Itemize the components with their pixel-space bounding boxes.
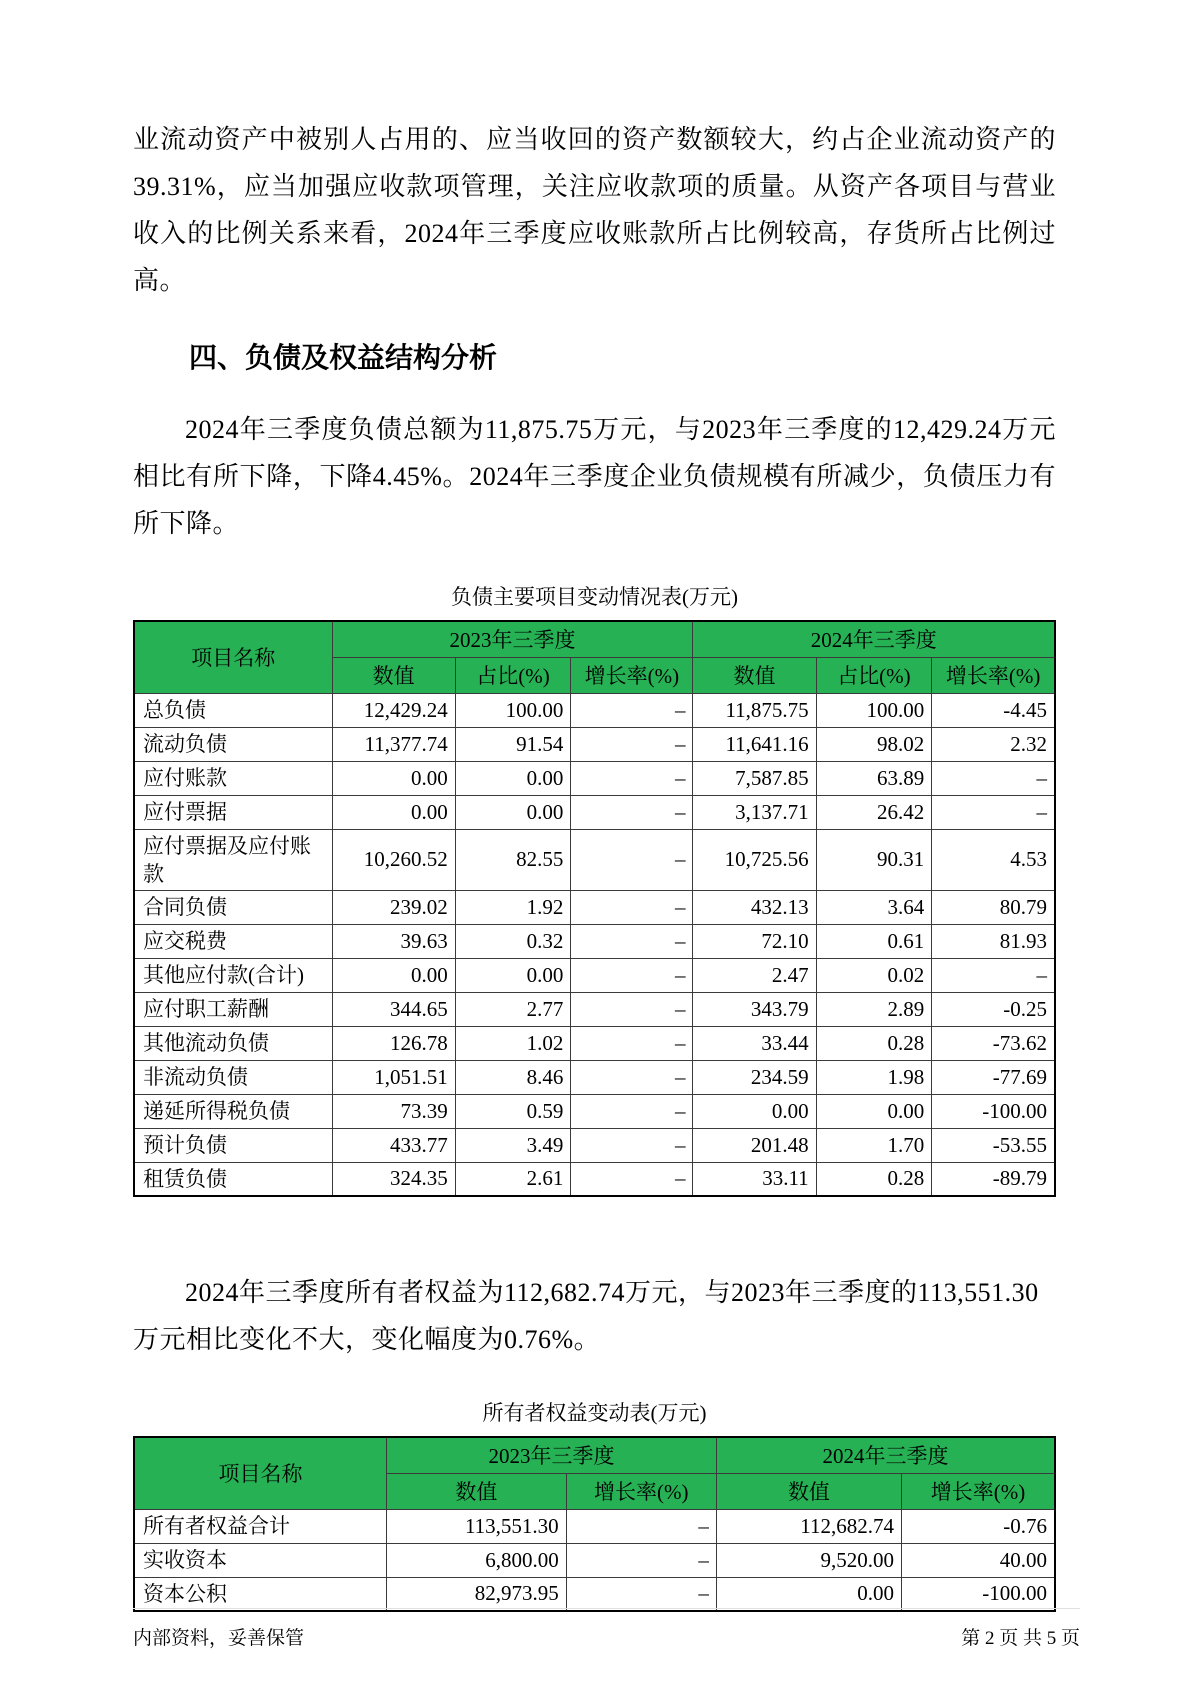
value-cell: 433.77	[332, 1128, 455, 1162]
value-cell: –	[571, 890, 693, 924]
value-cell: 33.44	[693, 1026, 816, 1060]
value-cell: 112,682.74	[716, 1509, 901, 1543]
value-cell: 0.00	[455, 761, 571, 795]
value-cell: –	[566, 1577, 716, 1611]
value-cell: 6,800.00	[387, 1543, 567, 1577]
subheader-value-2024: 数值	[693, 657, 816, 693]
subheader-growth-2024: 增长率(%)	[901, 1473, 1055, 1509]
value-cell: 81.93	[932, 924, 1055, 958]
value-cell: 234.59	[693, 1060, 816, 1094]
value-cell: 10,725.56	[693, 829, 816, 890]
column-group-2023: 2023年三季度	[332, 621, 693, 657]
subheader-growth-2024: 增长率(%)	[932, 657, 1055, 693]
subheader-value-2023: 数值	[387, 1473, 567, 1509]
item-name-cell: 所有者权益合计	[134, 1509, 387, 1543]
value-cell: 2.89	[816, 992, 932, 1026]
value-cell: –	[571, 924, 693, 958]
value-cell: 11,377.74	[332, 727, 455, 761]
value-cell: 1.92	[455, 890, 571, 924]
value-cell: 4.53	[932, 829, 1055, 890]
value-cell: –	[571, 958, 693, 992]
subheader-value-2024: 数值	[716, 1473, 901, 1509]
value-cell: 90.31	[816, 829, 932, 890]
value-cell: 1.02	[455, 1026, 571, 1060]
intro-paragraph: 业流动资产中被别人占用的、应当收回的资产数额较大，约占企业流动资产的39.31%，应当加强应收款项管理，关注应收款项的质量。从资产各项目与营业收入的比例关系来看，2024年三季度应收账款所占比例较高，存货所占比例过高。	[133, 125, 1056, 295]
value-cell: -4.45	[932, 693, 1055, 727]
value-cell: –	[571, 1128, 693, 1162]
table-header-row	[134, 621, 1055, 657]
subheader-share-2024: 占比(%)	[816, 657, 932, 693]
item-name-cell: 应交税费	[134, 924, 332, 958]
table-header-row	[134, 1437, 1055, 1473]
item-name-cell: 资本公积	[134, 1577, 387, 1611]
value-cell: –	[566, 1509, 716, 1543]
value-cell: 1.70	[816, 1128, 932, 1162]
value-cell: –	[571, 992, 693, 1026]
value-cell: –	[571, 1026, 693, 1060]
item-name-cell: 应付票据及应付账款	[134, 829, 332, 890]
value-cell: 10,260.52	[332, 829, 455, 890]
value-cell: 8.46	[455, 1060, 571, 1094]
table-row	[134, 890, 1055, 924]
value-cell: 11,875.75	[693, 693, 816, 727]
value-cell: -77.69	[932, 1060, 1055, 1094]
table-row	[134, 727, 1055, 761]
value-cell: 0.32	[455, 924, 571, 958]
value-cell: 3.64	[816, 890, 932, 924]
value-cell: 1,051.51	[332, 1060, 455, 1094]
table-row	[134, 958, 1055, 992]
table-row	[134, 1094, 1055, 1128]
value-cell: 39.63	[332, 924, 455, 958]
item-name-cell: 非流动负债	[134, 1060, 332, 1094]
value-cell: –	[571, 727, 693, 761]
value-cell: –	[571, 1060, 693, 1094]
liabilities-table-caption: 负债主要项目变动情况表(万元)	[451, 585, 738, 609]
value-cell: -100.00	[901, 1577, 1055, 1611]
value-cell: 100.00	[816, 693, 932, 727]
table-row	[134, 1026, 1055, 1060]
value-cell: 12,429.24	[332, 693, 455, 727]
liabilities-table	[133, 620, 1056, 1197]
table-row	[134, 1577, 1055, 1611]
value-cell: 3,137.71	[693, 795, 816, 829]
value-cell: 0.02	[816, 958, 932, 992]
value-cell: –	[932, 761, 1055, 795]
value-cell: -89.79	[932, 1162, 1055, 1196]
subheader-value-2023: 数值	[332, 657, 455, 693]
value-cell: 0.00	[716, 1577, 901, 1611]
item-name-cell: 租赁负债	[134, 1162, 332, 1196]
column-group-2024: 2024年三季度	[693, 621, 1055, 657]
liabilities-paragraph: 2024年三季度负债总额为11,875.75万元，与2023年三季度的12,429.24万元相比有所下降，下降4.45%。2024年三季度企业负债规模有所减少，负债压力有所下降。	[133, 415, 1056, 538]
item-name-cell: 应付职工薪酬	[134, 992, 332, 1026]
value-cell: 26.42	[816, 795, 932, 829]
subheader-growth-2023: 增长率(%)	[571, 657, 693, 693]
value-cell: 73.39	[332, 1094, 455, 1128]
value-cell: 0.00	[332, 795, 455, 829]
item-name-cell: 流动负债	[134, 727, 332, 761]
table-row	[134, 1509, 1055, 1543]
value-cell: –	[571, 795, 693, 829]
table-row	[134, 795, 1055, 829]
value-cell: 11,641.16	[693, 727, 816, 761]
value-cell: 0.59	[455, 1094, 571, 1128]
footer-page-number: 第 2 页 共 5 页	[961, 1628, 1080, 1649]
value-cell: 2.61	[455, 1162, 571, 1196]
column-header-item: 项目名称	[134, 1437, 387, 1509]
value-cell: –	[571, 761, 693, 795]
value-cell: 343.79	[693, 992, 816, 1026]
table-row	[134, 829, 1055, 890]
value-cell: 63.89	[816, 761, 932, 795]
table-row	[134, 1128, 1055, 1162]
value-cell: -73.62	[932, 1026, 1055, 1060]
item-name-cell: 总负债	[134, 693, 332, 727]
value-cell: 100.00	[455, 693, 571, 727]
value-cell: 0.00	[693, 1094, 816, 1128]
value-cell: 2.77	[455, 992, 571, 1026]
subheader-share-2023: 占比(%)	[455, 657, 571, 693]
value-cell: 0.61	[816, 924, 932, 958]
item-name-cell: 应付账款	[134, 761, 332, 795]
value-cell: 0.00	[455, 795, 571, 829]
equity-table-caption: 所有者权益变动表(万元)	[482, 1401, 707, 1425]
value-cell: 3.49	[455, 1128, 571, 1162]
column-header-item: 项目名称	[134, 621, 332, 693]
value-cell: 432.13	[693, 890, 816, 924]
value-cell: 40.00	[901, 1543, 1055, 1577]
table-row	[134, 1060, 1055, 1094]
value-cell: 7,587.85	[693, 761, 816, 795]
value-cell: 82.55	[455, 829, 571, 890]
value-cell: 80.79	[932, 890, 1055, 924]
value-cell: 0.00	[332, 958, 455, 992]
page-footer	[133, 1608, 1080, 1650]
value-cell: –	[571, 1162, 693, 1196]
value-cell: –	[571, 1094, 693, 1128]
value-cell: 0.00	[332, 761, 455, 795]
subheader-growth-2023: 增长率(%)	[566, 1473, 716, 1509]
item-name-cell: 其他应付款(合计)	[134, 958, 332, 992]
item-name-cell: 递延所得税负债	[134, 1094, 332, 1128]
value-cell: 91.54	[455, 727, 571, 761]
value-cell: –	[566, 1543, 716, 1577]
column-group-2023: 2023年三季度	[387, 1437, 717, 1473]
value-cell: 2.47	[693, 958, 816, 992]
value-cell: 1.98	[816, 1060, 932, 1094]
table-row	[134, 924, 1055, 958]
value-cell: -53.55	[932, 1128, 1055, 1162]
value-cell: -0.76	[901, 1509, 1055, 1543]
item-name-cell: 应付票据	[134, 795, 332, 829]
value-cell: 0.28	[816, 1162, 932, 1196]
value-cell: 324.35	[332, 1162, 455, 1196]
item-name-cell: 合同负债	[134, 890, 332, 924]
table-row	[134, 693, 1055, 727]
item-name-cell: 其他流动负债	[134, 1026, 332, 1060]
value-cell: 0.00	[455, 958, 571, 992]
value-cell: –	[932, 795, 1055, 829]
value-cell: –	[571, 693, 693, 727]
table-row	[134, 992, 1055, 1026]
value-cell: -0.25	[932, 992, 1055, 1026]
section-heading: 四、负债及权益结构分析	[189, 342, 498, 373]
item-name-cell: 预计负债	[134, 1128, 332, 1162]
equity-table	[133, 1436, 1056, 1612]
value-cell: –	[571, 829, 693, 890]
item-name-cell: 实收资本	[134, 1543, 387, 1577]
value-cell: 201.48	[693, 1128, 816, 1162]
table-row	[134, 1543, 1055, 1577]
value-cell: 9,520.00	[716, 1543, 901, 1577]
footer-confidential-note: 内部资料，妥善保管	[133, 1628, 305, 1649]
value-cell: 72.10	[693, 924, 816, 958]
table-row	[134, 761, 1055, 795]
value-cell: 239.02	[332, 890, 455, 924]
table-row	[134, 1162, 1055, 1196]
value-cell: 344.65	[332, 992, 455, 1026]
column-group-2024: 2024年三季度	[716, 1437, 1055, 1473]
value-cell: -100.00	[932, 1094, 1055, 1128]
value-cell: –	[932, 958, 1055, 992]
value-cell: 0.28	[816, 1026, 932, 1060]
equity-paragraph: 2024年三季度所有者权益为112,682.74万元，与2023年三季度的113,551.30万元相比变化不大，变化幅度为0.76%。	[133, 1278, 1039, 1354]
value-cell: 126.78	[332, 1026, 455, 1060]
value-cell: 0.00	[816, 1094, 932, 1128]
value-cell: 82,973.95	[387, 1577, 567, 1611]
value-cell: 113,551.30	[387, 1509, 567, 1543]
value-cell: 98.02	[816, 727, 932, 761]
value-cell: 2.32	[932, 727, 1055, 761]
value-cell: 33.11	[693, 1162, 816, 1196]
